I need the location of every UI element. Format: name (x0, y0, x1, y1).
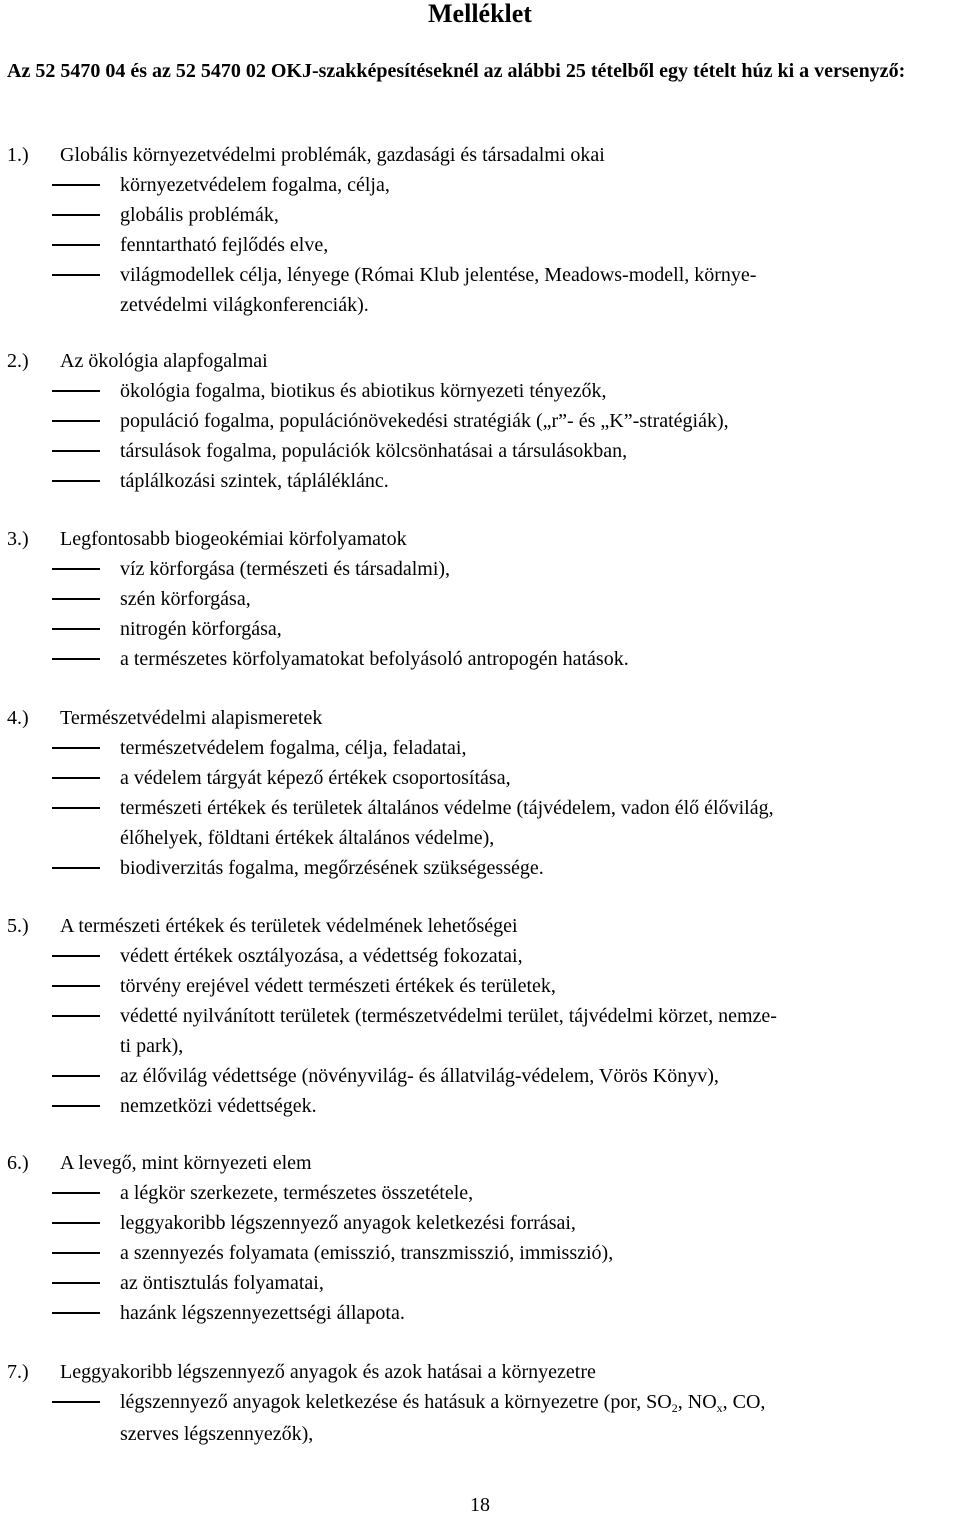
list-item-text: világmodellek célja, lényege (Római Klub jelentése, Meadows-modell, környe- (120, 264, 757, 286)
list-item (7, 170, 955, 200)
list-item-text: környezetvédelem fogalma, célja, (120, 174, 390, 196)
section-number: 6.) (7, 1152, 29, 1174)
dash-bullet-icon (52, 214, 100, 216)
section-heading (7, 911, 955, 941)
list-item (7, 1208, 955, 1238)
list-item-text: a szennyezés folyamata (emisszió, transzmisszió, immisszió), (120, 1242, 614, 1264)
list-item-text: fenntartható fejlődés elve, (120, 234, 329, 256)
section-number: 7.) (7, 1361, 29, 1383)
list-item-text: társulások fogalma, populációk kölcsönhatásai a társulásokban, (120, 440, 628, 462)
list-item (7, 763, 955, 793)
dash-bullet-icon (52, 1252, 100, 1254)
list-item-text: táplálkozási szintek, tápláléklánc. (120, 470, 389, 492)
section (7, 346, 955, 496)
dash-bullet-icon (52, 867, 100, 869)
list-item-text: nemzetközi védettségek. (120, 1095, 317, 1117)
list-item (7, 584, 955, 614)
dash-bullet-icon (52, 480, 100, 482)
dash-bullet-icon (52, 450, 100, 452)
section-heading (7, 524, 955, 554)
section-title: A természeti értékek és területek védelmének lehetőségei (60, 915, 518, 937)
section-number: 3.) (7, 528, 29, 550)
list-item-text: a védelem tárgyát képező értékek csoportosítása, (120, 767, 511, 789)
intro-paragraph: Az 52 5470 04 és az 52 5470 02 OKJ-szakképesítéseknél az alábbi 25 tételből egy tételt húz ki a versenyző: (7, 60, 906, 82)
section (7, 524, 955, 674)
dash-bullet-icon (52, 1105, 100, 1107)
list-item (7, 1091, 955, 1121)
list-item-text: víz körforgása (természeti és társadalmi), (120, 558, 451, 580)
list-item-text: törvény erejével védett természeti értékek és területek, (120, 975, 556, 997)
page-number: 18 (470, 1494, 490, 1516)
subscript-text: x (716, 1401, 723, 1415)
dash-bullet-icon (52, 658, 100, 660)
list-item-text: leggyakoribb légszennyező anyagok keletkezési forrásai, (120, 1212, 576, 1234)
section-title: Természetvédelmi alapismeretek (60, 707, 323, 729)
section-heading (7, 1357, 955, 1387)
dash-bullet-icon (52, 747, 100, 749)
list-item-text: globális problémák, (120, 204, 279, 226)
dash-bullet-icon (52, 1401, 100, 1403)
dash-bullet-icon (52, 568, 100, 570)
list-item-text: ökológia fogalma, biotikus és abiotikus környezeti tényezők, (120, 380, 607, 402)
section (7, 140, 955, 320)
dash-bullet-icon (52, 955, 100, 957)
section-heading (7, 140, 955, 170)
list-item (7, 554, 955, 584)
list-item-text: a légkör szerkezete, természetes összetétele, (120, 1182, 474, 1204)
dash-bullet-icon (52, 985, 100, 987)
list-item (7, 733, 955, 763)
dash-bullet-icon (52, 184, 100, 186)
subscript-text: 2 (671, 1401, 678, 1415)
dash-bullet-icon (52, 777, 100, 779)
list-item (7, 1387, 955, 1449)
list-item-text: természetvédelem fogalma, célja, feladatai, (120, 737, 467, 759)
dash-bullet-icon (52, 598, 100, 600)
dash-bullet-icon (52, 1222, 100, 1224)
list-item (7, 1061, 955, 1091)
list-item (7, 1268, 955, 1298)
list-item (7, 1238, 955, 1268)
list-item-text: a természetes körfolyamatokat befolyásoló antropogén hatások. (120, 648, 629, 670)
list-item (7, 1178, 955, 1208)
list-item (7, 436, 955, 466)
section-heading (7, 346, 955, 376)
list-item (7, 200, 955, 230)
list-item (7, 230, 955, 260)
section-title: Globális környezetvédelmi problémák, gazdasági és társadalmi okai (60, 144, 605, 166)
list-item-text: zetvédelmi világkonferenciák). (120, 294, 369, 316)
list-item-text (120, 1387, 955, 1419)
section-number: 4.) (7, 707, 29, 729)
section (7, 1357, 955, 1449)
section-number: 2.) (7, 350, 29, 372)
dash-bullet-icon (52, 1192, 100, 1194)
list-item-text: szén körforgása, (120, 588, 251, 610)
list-item-text: szerves légszennyezők), (120, 1423, 314, 1445)
text-segment: légszennyező anyagok keletkezése és hatásuk a környezetre (por, SO (120, 1391, 672, 1413)
list-item-text: nitrogén körforgása, (120, 618, 282, 640)
section-title: Legfontosabb biogeokémiai körfolyamatok (60, 528, 407, 550)
list-item-text: ti park), (120, 1035, 184, 1057)
dash-bullet-icon (52, 628, 100, 630)
section-heading (7, 703, 955, 733)
section (7, 911, 955, 1121)
list-item-text: védett értékek osztályozása, a védettség fokozatai, (120, 945, 523, 967)
text-segment: , CO, (722, 1391, 766, 1413)
list-item (7, 1001, 955, 1061)
dash-bullet-icon (52, 244, 100, 246)
list-item (7, 1298, 955, 1328)
dash-bullet-icon (52, 1075, 100, 1077)
list-item (7, 644, 955, 674)
section-number: 5.) (7, 915, 29, 937)
section-title: Az ökológia alapfogalmai (60, 350, 268, 372)
dash-bullet-icon (52, 1282, 100, 1284)
section-number: 1.) (7, 144, 29, 166)
section-title: A levegő, mint környezeti elem (60, 1152, 312, 1174)
list-item-text: élőhelyek, földtani értékek általános védelme), (120, 827, 495, 849)
list-item (7, 853, 955, 883)
list-item-text: természeti értékek és területek általános védelme (tájvédelem, vadon élő élővilág, (120, 797, 774, 819)
dash-bullet-icon (52, 1015, 100, 1017)
list-item (7, 971, 955, 1001)
list-item-text: védetté nyilvánított területek (természetvédelmi terület, tájvédelmi körzet, nemze- (120, 1005, 777, 1027)
dash-bullet-icon (52, 274, 100, 276)
page-title: Melléklet (428, 0, 532, 28)
list-item (7, 941, 955, 971)
dash-bullet-icon (52, 807, 100, 809)
list-item-text: az élővilág védettsége (növényvilág- és állatvilág-védelem, Vörös Könyv), (120, 1065, 719, 1087)
dash-bullet-icon (52, 420, 100, 422)
dash-bullet-icon (52, 1312, 100, 1314)
section (7, 703, 955, 883)
dash-bullet-icon (52, 390, 100, 392)
list-item (7, 406, 955, 436)
list-item (7, 376, 955, 406)
section (7, 1148, 955, 1328)
section-heading (7, 1148, 955, 1178)
list-item (7, 793, 955, 853)
list-item (7, 614, 955, 644)
list-item (7, 260, 955, 320)
list-item-text: biodiverzitás fogalma, megőrzésének szükségessége. (120, 857, 544, 879)
list-item-text: hazánk légszennyezettségi állapota. (120, 1302, 405, 1324)
text-segment: , NO (677, 1391, 717, 1413)
list-item-text: az öntisztulás folyamatai, (120, 1272, 324, 1294)
list-item (7, 466, 955, 496)
section-title: Leggyakoribb légszennyező anyagok és azok hatásai a környezetre (60, 1361, 596, 1383)
list-item-text: populáció fogalma, populációnövekedési stratégiák („r”- és „K”-stratégiák), (120, 410, 729, 432)
